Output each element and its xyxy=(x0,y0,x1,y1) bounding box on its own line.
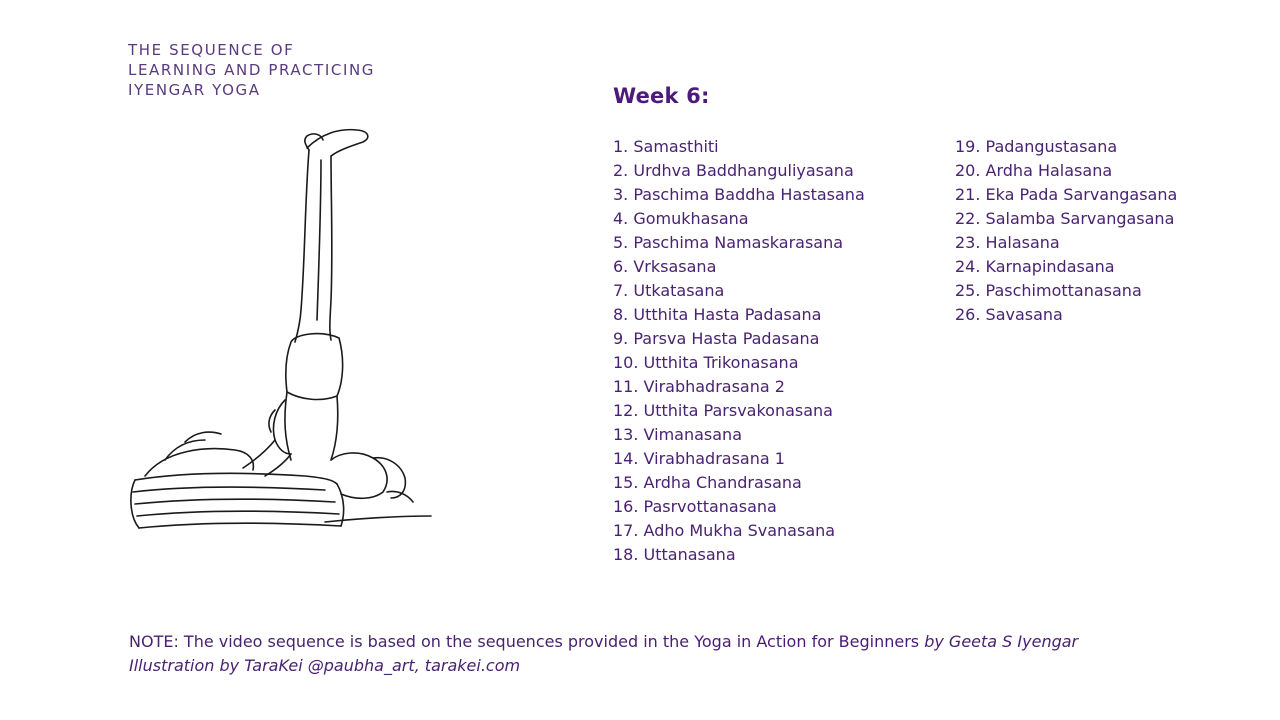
list-item: 10. Utthita Trikonasana xyxy=(613,353,799,372)
list-item: 3. Paschima Baddha Hastasana xyxy=(613,185,865,204)
list-item: 15. Ardha Chandrasana xyxy=(613,473,802,492)
list-item: 20. Ardha Halasana xyxy=(955,161,1113,180)
shoulderstand-illustration xyxy=(125,120,445,550)
list-item: 2. Urdhva Baddhanguliyasana xyxy=(613,161,854,180)
list-item: 22. Salamba Sarvangasana xyxy=(955,209,1175,228)
list-item: 6. Vrksasana xyxy=(613,257,717,276)
pose-list-column-2 xyxy=(955,135,1177,327)
footer-note xyxy=(129,630,1078,678)
list-item: 5. Paschima Namaskarasana xyxy=(613,233,844,252)
list-item: 24. Karnapindasana xyxy=(955,257,1115,276)
list-item: 7. Utkatasana xyxy=(613,281,725,300)
list-item: 21. Eka Pada Sarvangasana xyxy=(955,185,1178,204)
series-title xyxy=(128,40,375,100)
list-item: 19. Padangustasana xyxy=(955,137,1118,156)
list-item: 1. Samasthiti xyxy=(613,137,719,156)
series-title-line-2: LEARNING AND PRACTICING xyxy=(128,61,376,79)
list-item: 16. Pasrvottanasana xyxy=(613,497,777,516)
illustration-credit: Illustration by TaraKei @paubha_art, tarakei.com xyxy=(129,656,521,675)
list-item: 13. Vimanasana xyxy=(613,425,742,444)
book-author: by Geeta S Iyengar xyxy=(919,632,1079,651)
list-item: 4. Gomukhasana xyxy=(613,209,749,228)
list-item: 17. Adho Mukha Svanasana xyxy=(613,521,836,540)
source-note xyxy=(129,630,1078,654)
week-heading: Week 6: xyxy=(613,84,710,108)
list-item: 12. Utthita Parsvakonasana xyxy=(613,401,833,420)
series-title-line-1: THE SEQUENCE OF xyxy=(128,41,295,59)
list-item: 18. Uttanasana xyxy=(613,545,736,564)
list-item: 25. Paschimottanasana xyxy=(955,281,1142,300)
list-item: 23. Halasana xyxy=(955,233,1060,252)
pose-list-column-1 xyxy=(613,135,865,567)
list-item: 11. Virabhadrasana 2 xyxy=(613,377,785,396)
list-item: 9. Parsva Hasta Padasana xyxy=(613,329,820,348)
series-title-line-3: IYENGAR YOGA xyxy=(128,81,261,99)
note-prefix: NOTE: The video sequence is based on the sequences provided in the xyxy=(129,632,695,651)
book-title: Yoga in Action for Beginners xyxy=(694,632,920,651)
list-item: 26. Savasana xyxy=(955,305,1063,324)
list-item: 8. Utthita Hasta Padasana xyxy=(613,305,822,324)
list-item: 14. Virabhadrasana 1 xyxy=(613,449,785,468)
